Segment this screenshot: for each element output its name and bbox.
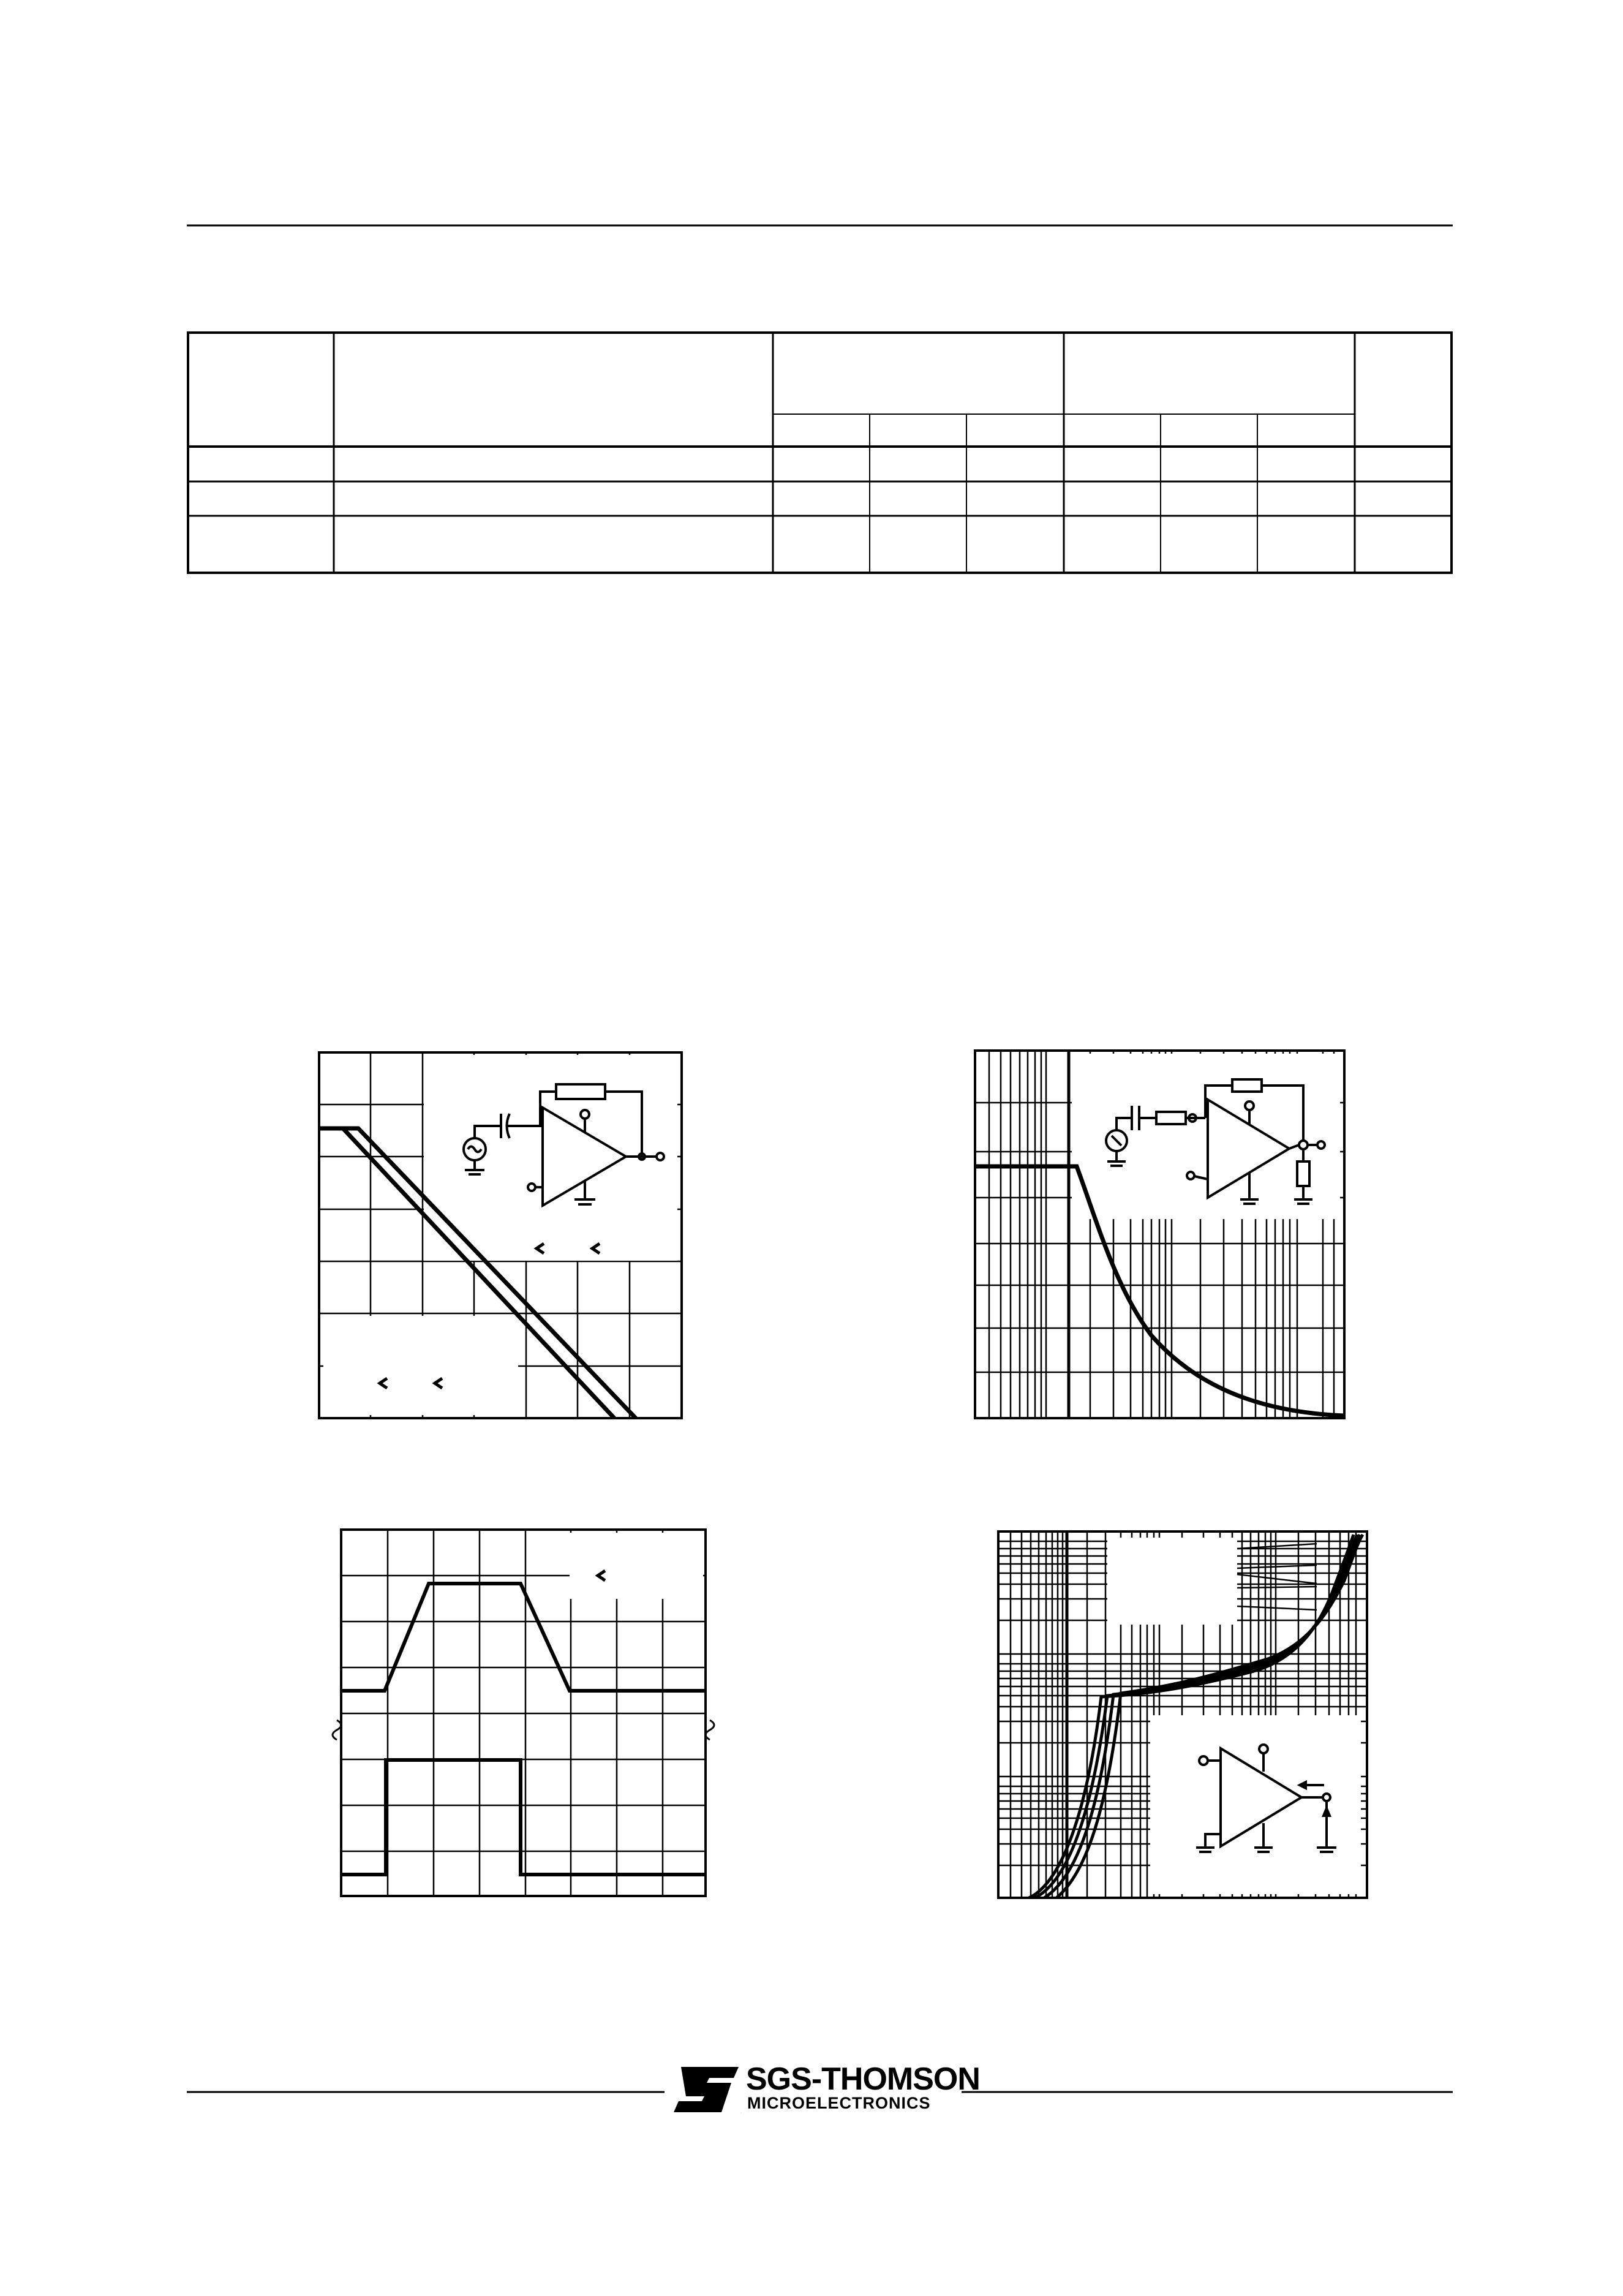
figure-3-curves (341, 1584, 706, 1875)
figure-4-leaders (1237, 1544, 1317, 1610)
st-logo (672, 2064, 741, 2117)
figure-2-chart (975, 1051, 1344, 1418)
brand-subtitle: MICROELECTRONICS (747, 2094, 931, 2112)
figure-3-chart (333, 1530, 714, 1896)
figure-3-label-box (570, 1533, 703, 1599)
figure-1-label-box (323, 1316, 518, 1415)
brand-name: SGS-THOMSON (746, 2061, 980, 2097)
figure-4-schematic-box (1150, 1715, 1361, 1894)
figure-1-chart (319, 1052, 682, 1418)
figure-3-breaks (333, 1720, 714, 1740)
figure-4-label-box (1107, 1538, 1237, 1625)
st-logo-text: ST (741, 2113, 742, 2114)
brand-lockup (672, 2060, 980, 2121)
spec-table (188, 333, 1452, 573)
figure-4-chart (998, 1531, 1367, 1898)
